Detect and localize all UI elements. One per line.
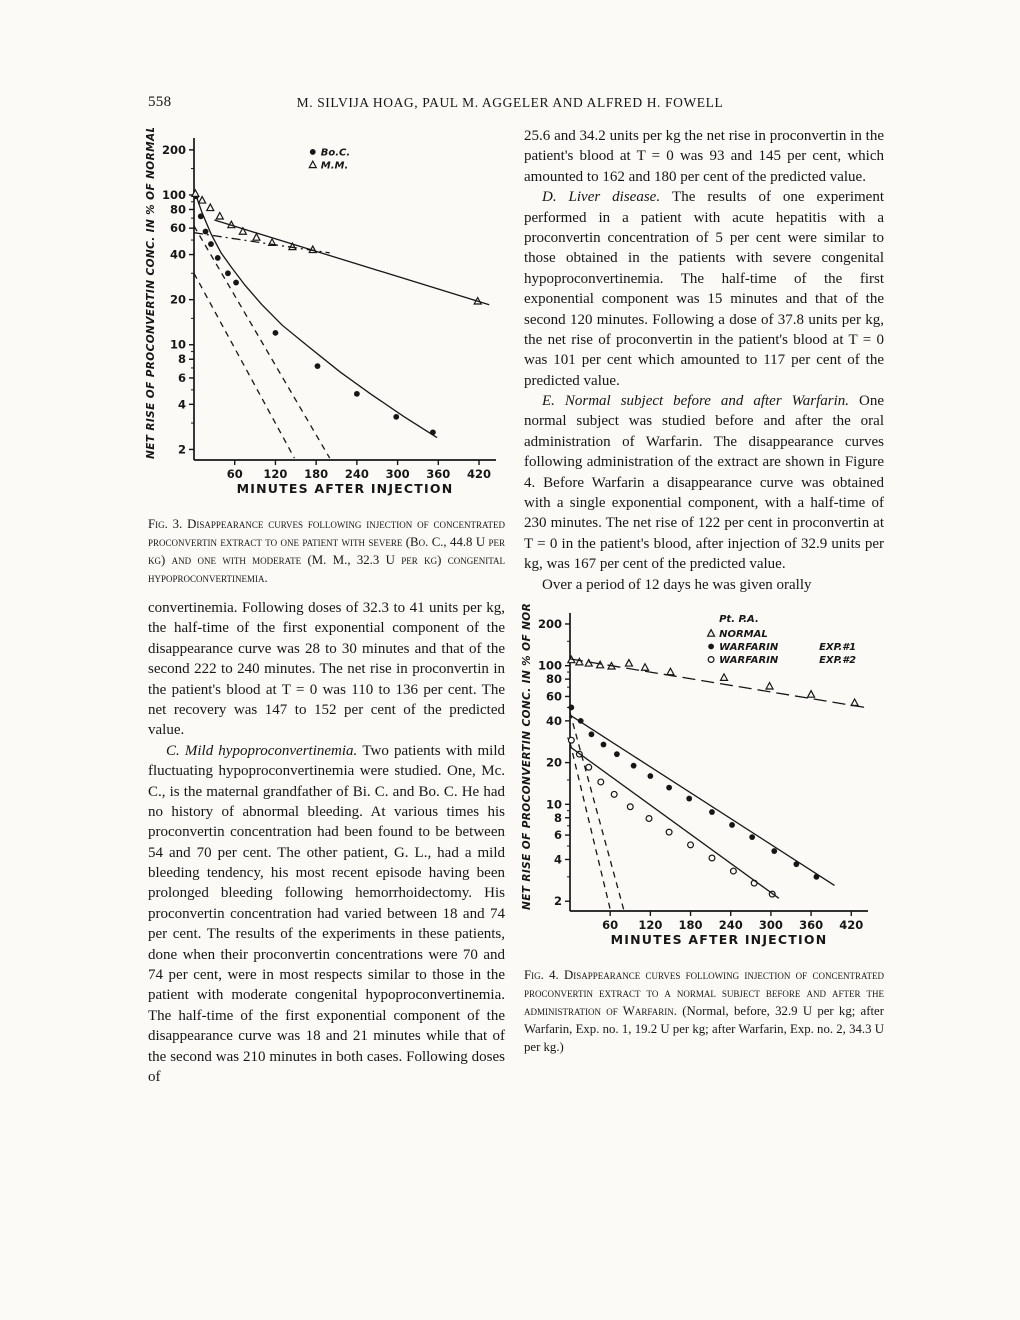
svg-text:420: 420: [839, 917, 864, 932]
svg-text:180: 180: [678, 917, 703, 932]
svg-text:WARFARIN: WARFARIN: [719, 654, 779, 666]
svg-text:300: 300: [758, 917, 783, 932]
svg-text:2: 2: [177, 442, 186, 457]
svg-text:WARFARIN: WARFARIN: [719, 641, 779, 653]
svg-text:4: 4: [177, 397, 186, 412]
svg-text:240: 240: [344, 467, 369, 481]
svg-text:100: 100: [537, 658, 562, 673]
svg-text:Pt. P.A.: Pt. P.A.: [719, 613, 759, 625]
svg-text:10: 10: [169, 337, 186, 352]
svg-text:20: 20: [545, 755, 562, 770]
paragraph: E. Normal subject before and after Warfarin. One normal subject was studied before and after the oral administration of Warfarin. The disappearance curves following administration of the extract are shown in Figure 4. Before Warfarin a disappearance curve was obtained with a single exponential component, with a half-time of 230 minutes. The net rise of 122 per cent in proconvertin at T = 0 in the patient's blood, after injection of 32.9 units per kg, was 167 per cent of the predicted value.: [524, 393, 884, 573]
svg-text:MINUTES AFTER INJECTION: MINUTES AFTER INJECTION: [610, 931, 828, 947]
fig3-caption-label: Fig. 3.: [148, 517, 183, 532]
paragraph: Over a period of 12 days he was given orally: [542, 576, 812, 593]
fig3-caption: [148, 516, 505, 588]
svg-text:420: 420: [467, 467, 492, 481]
fig3-svg: [144, 128, 508, 506]
fig4-caption-text: Disappearance curves following injection of concentrated proconvertin extract to a normal subject before and after the administration of Warfarin.: [524, 968, 884, 1019]
paragraph: D. Liver disease. The results of one experiment performed in a patient with acute hepatitis with a proconvertin concentration of 5 per cent were similar to those obtained in the patients with severe congenital hypoproconvertinemia. The half-time of the first exponential component was 15 minutes and that of the second 120 minutes. Following a dose of 37.8 units per kg, the net rise of proconvertin in the patient's blood at T = 0 was 101 per cent which amounted to 117 per cent of the predicted value.: [524, 189, 885, 389]
svg-text:40: 40: [545, 713, 562, 728]
fig3-chart: [144, 128, 505, 512]
right-column-text: [524, 126, 884, 595]
page-number: 558: [148, 94, 172, 110]
svg-text:8: 8: [553, 810, 562, 825]
svg-text:120: 120: [638, 917, 663, 932]
svg-text:200: 200: [537, 616, 562, 631]
svg-text:6: 6: [553, 828, 562, 843]
svg-text:4: 4: [553, 852, 562, 867]
svg-text:60: 60: [602, 917, 619, 932]
svg-text:2: 2: [553, 894, 562, 909]
right-column: [521, 126, 885, 1067]
fig4-caption-label: Fig. 4.: [524, 968, 559, 983]
svg-text:60: 60: [169, 221, 186, 236]
svg-text:6: 6: [177, 370, 186, 385]
svg-text:360: 360: [426, 467, 451, 481]
svg-text:8: 8: [177, 352, 186, 367]
paragraph: convertinemia. Following doses of 32.3 to 41 units per kg, the half-time of the first exponential component of the disappearance curve was 28 to 30 minutes and that of the second 222 to 240 minutes. The net rise in proconvertin in the patient's blood at T = 0 was 110 to 136 per cent. The net recovery was 147 to 152 per cent of the predicted value.: [148, 600, 505, 739]
svg-text:180: 180: [304, 467, 329, 481]
svg-text:240: 240: [718, 917, 743, 932]
svg-text:EXP.#1: EXP.#1: [819, 641, 857, 653]
svg-text:Bo.C.: Bo.C.: [320, 147, 351, 159]
fig3-caption-text: Disappearance curves following injection of concentrated proconvertin extract to one patient with severe (Bo. C., 44.8 U per kg) and one with moderate (M. M., 32.3 U per kg) congenital hypoproconvertinemia.: [148, 517, 505, 586]
svg-text:NORMAL: NORMAL: [719, 628, 768, 640]
svg-text:120: 120: [263, 467, 288, 481]
svg-text:MINUTES AFTER INJECTION: MINUTES AFTER INJECTION: [236, 481, 454, 496]
svg-text:NET RISE OF PROCONVERTIN CONC: NET RISE OF PROCONVERTIN CONC. IN % OF NORMAL: [521, 602, 533, 910]
svg-text:40: 40: [169, 247, 186, 262]
svg-text:M.M.: M.M.: [320, 160, 349, 172]
svg-text:10: 10: [545, 797, 562, 812]
paragraph: C. Mild hypoproconvertinemia. Two patients with mild fluctuating hypoproconvertinemia were studied. One, Mc. C., is the maternal grandfather of Bi. C. and Bo. C. He had no history of abnormal bleeding. At various times his proconvertin concentration had been found to be between 54 and 70 per cent. The other patient, G. L., had a mild bleeding tendency, his most recent episode having been prolonged bleeding following hemorrhoidectomy. His proconvertin concentration had varied between 18 and 74 per cent. The results of the experiments in these patients, done when their proconvertin concentrations were 70 and 74 per cent, were in most respects similar to those in the patient with moderate congenital hypoproconvertinemia. The half-time of the first exponential component of the disappearance curve was 18 and 21 minutes while that of the second was 210 minutes in both cases. Following doses of: [148, 742, 505, 1085]
svg-text:60: 60: [226, 467, 243, 481]
svg-text:80: 80: [169, 202, 186, 217]
fig4-caption: [524, 967, 884, 1057]
fig4-chart: [520, 603, 884, 963]
svg-text:NET RISE OF PROCONVERTIN CONC.: NET RISE OF PROCONVERTIN CONC. IN % OF NORMAL: [145, 128, 157, 459]
svg-text:60: 60: [545, 689, 562, 704]
svg-text:20: 20: [169, 292, 186, 307]
svg-text:EXP.#2: EXP.#2: [819, 654, 857, 666]
fig4-caption-detail: (Normal, before, 32.9 U per kg; after Warfarin, Exp. no. 1, 19.2 U per kg; after Warfarin, Exp. no. 2, 34.3 U per kg.): [524, 1004, 884, 1054]
svg-text:300: 300: [385, 467, 410, 481]
svg-text:360: 360: [799, 917, 824, 932]
left-column-text: [148, 598, 505, 1087]
running-title: M. SILVIJA HOAG, PAUL M. AGGELER AND ALFRED H. FOWELL: [296, 95, 724, 110]
svg-text:200: 200: [161, 142, 186, 157]
svg-text:80: 80: [545, 672, 562, 687]
paragraph: 25.6 and 34.2 units per kg the net rise in proconvertin in the patient's blood at T = 0 was 93 and 145 per cent, which amounted to 162 and 180 per cent of the predicted value.: [524, 128, 884, 185]
left-column: [145, 128, 505, 1087]
svg-text:100: 100: [161, 187, 186, 202]
fig4-svg: [520, 603, 880, 957]
